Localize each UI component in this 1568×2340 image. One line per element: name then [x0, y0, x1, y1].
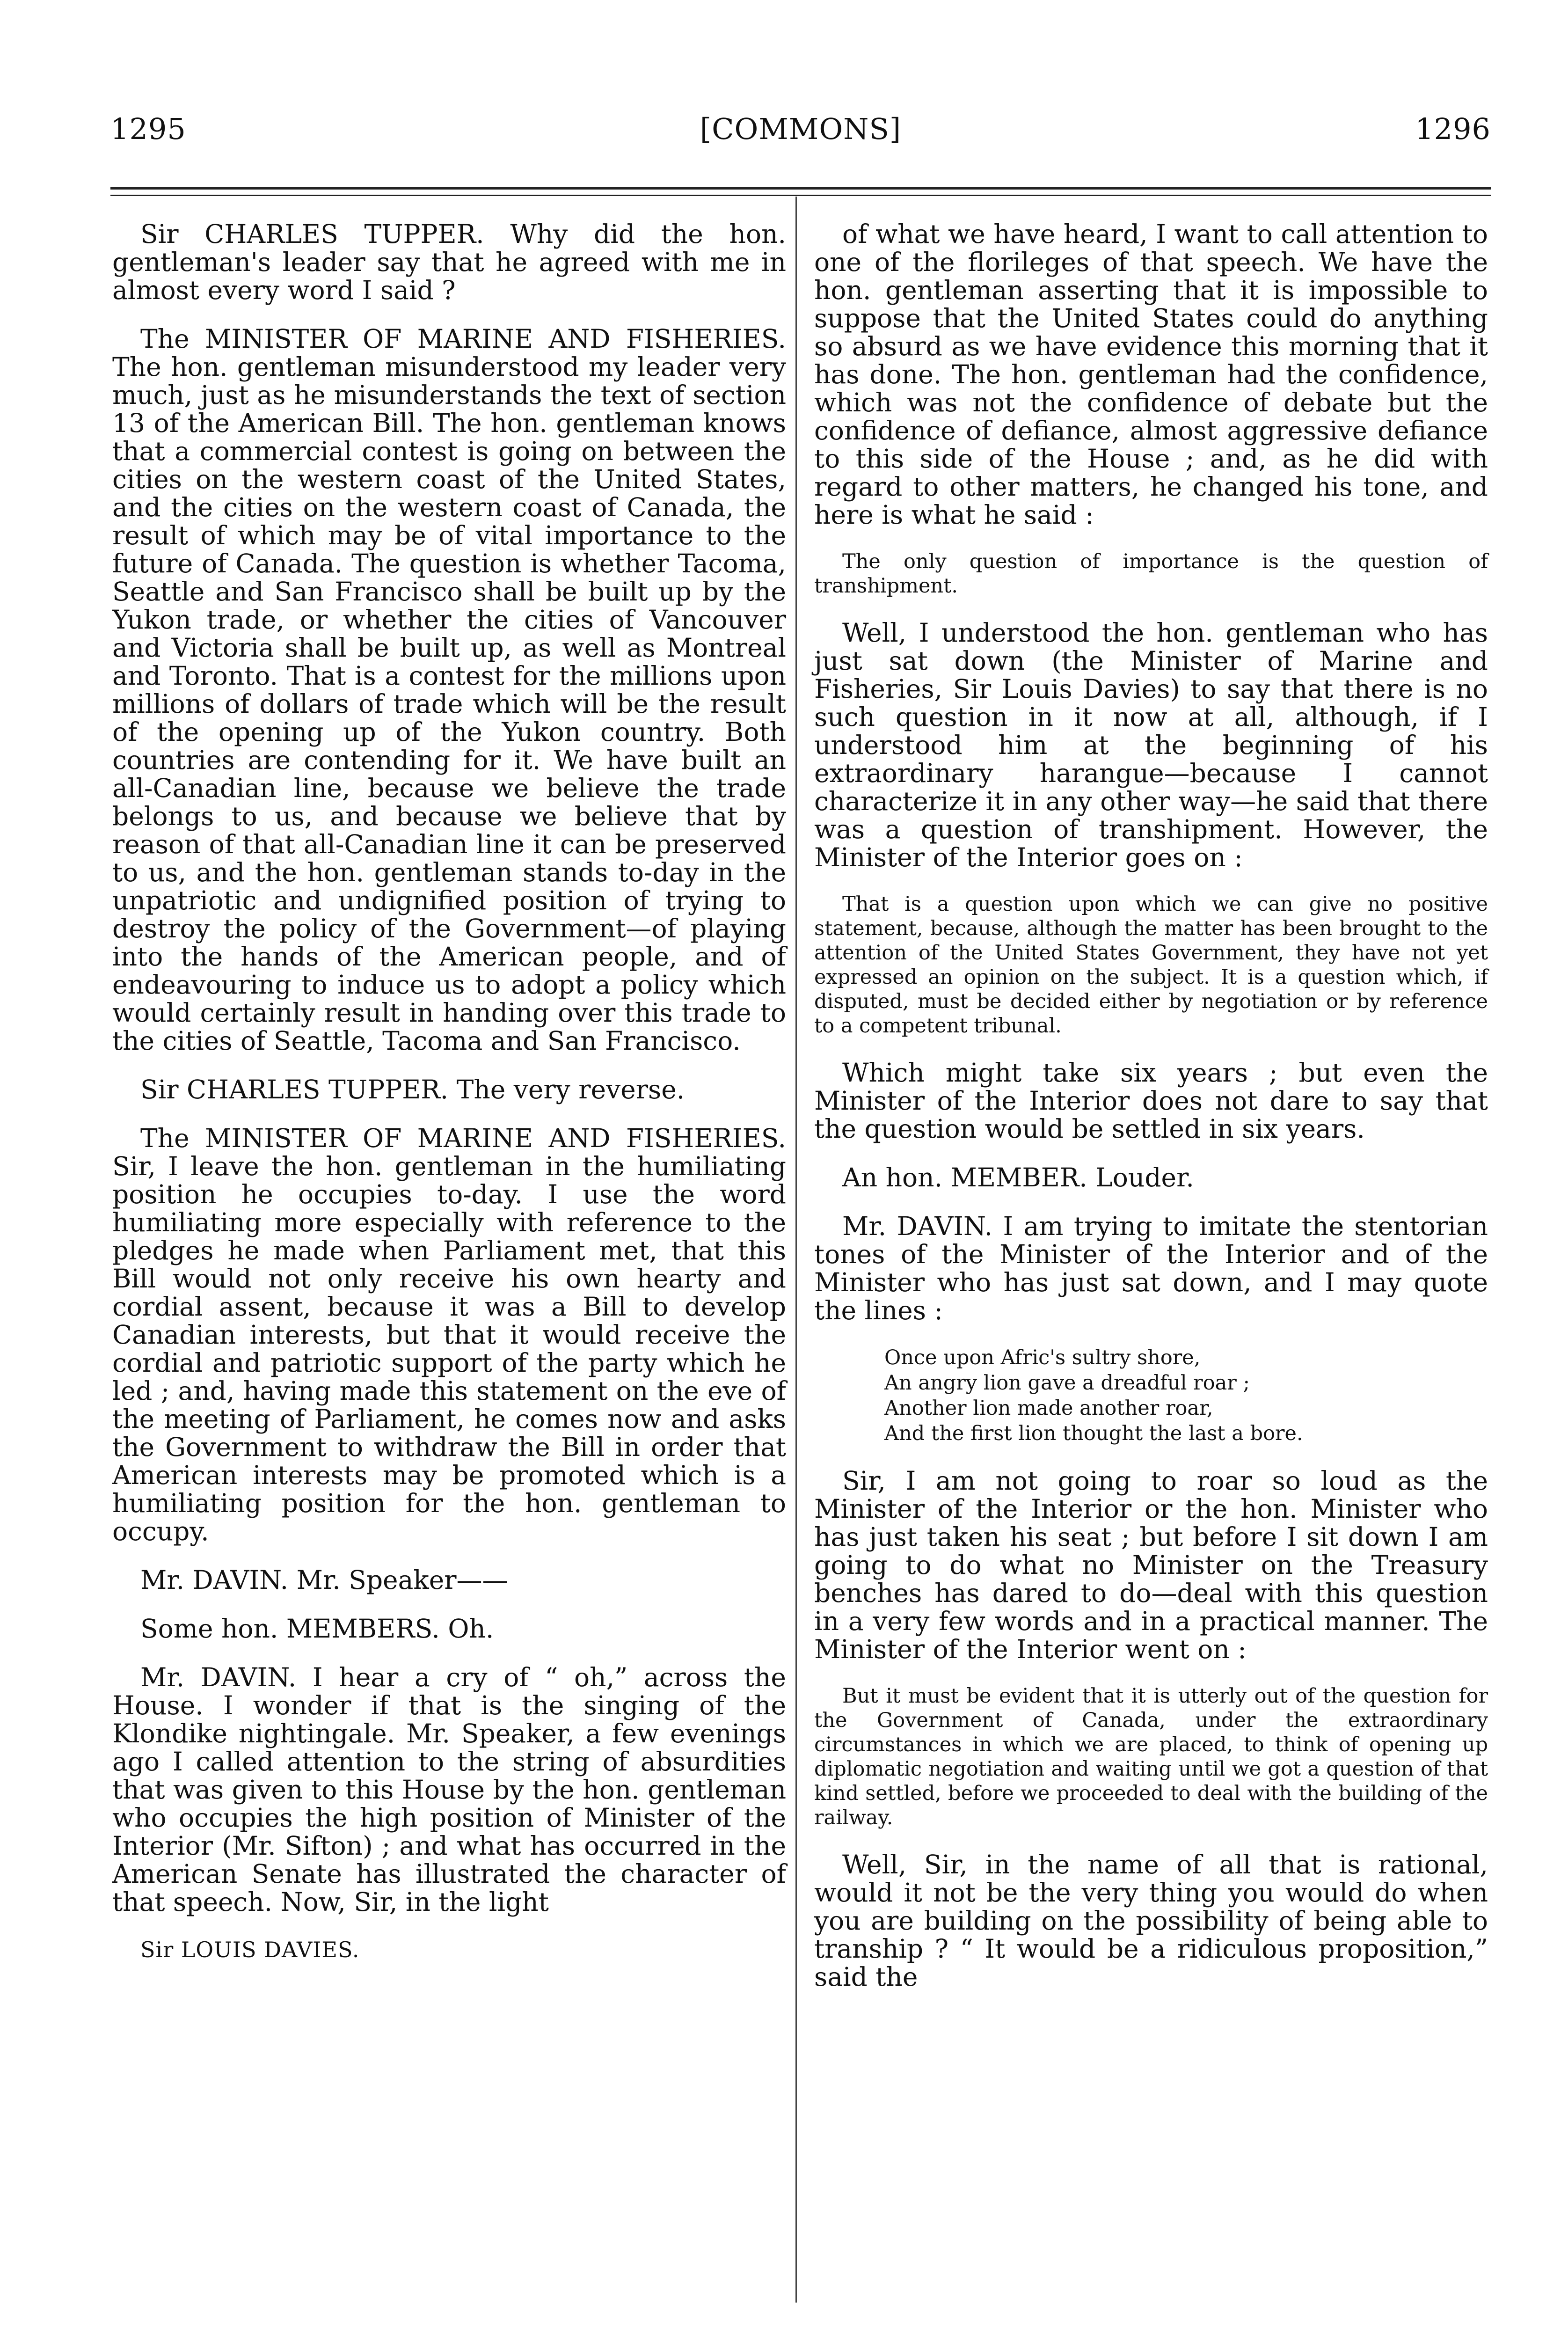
poem-line: Once upon Afric's sultry shore, — [884, 1346, 1201, 1369]
paragraph-six-years: Which might take six years ; but even the Minister of the Interior does not dare to say that the question would be settled in six years. — [814, 1058, 1488, 1144]
paragraph-not-roar: Sir, I am not going to roar so loud as the Minister of the Interior or the hon. Minister who has just taken his seat ; but before I sit down I am going to do what no Minister on the Treasury benches has dared to do—deal with this question in a very few words and in a practical manner. The Minister of the Interior went on : — [814, 1466, 1488, 1664]
paragraph-rational: Well, Sir, in the name of all that is rational, would it not be the very thing you would do when you are building on the possibility of being able to tranship ? “ It would be a ridiculous proposition,” said the — [814, 1850, 1488, 1992]
speech-member-louder: An hon. MEMBER. Louder. — [842, 1163, 1194, 1192]
speaker-signature: Sir LOUIS DAVIES. — [140, 1937, 360, 1962]
paragraph-davin-well: Well, I understood the hon. gentleman who has just sat down (the Minister of Marine and Fisheries, Sir Louis Davies) to say that there is no such question in it now at all, although, if I understood him at the beginning of his extraordinary harangue—because I cannot characterize it in any other way—he said that there was a question of transhipment. However, the Minister of the Interior goes on : — [814, 618, 1488, 872]
header-rule-top — [110, 187, 1491, 190]
speech-tupper-2: Sir CHARLES TUPPER. The very reverse. — [140, 1075, 685, 1104]
left-column — [112, 220, 786, 1963]
paragraph-continued: of what we have heard, I want to call attention to one of the florileges of that speech. We have the hon. gentleman asserting that it is impossible to suppose that the United States could do anything so absurd as we have evidence this morning that it has done. The hon. gentleman had the confidence, which was not the confidence of debate but the confidence of defiance, almost aggressive defiance to this side of the House ; and, as he did with regard to other matters, he changed his tone, and here is what he said : — [814, 219, 1488, 530]
speech-minister-marine-1: The MINISTER OF MARINE AND FISHERIES. The hon. gentleman misunderstood my leader very much, just as he misunderstands the text of section 13 of the American Bill. The hon. gentleman knows that a commercial contest is going on between the cities on the western coast of the United States, and the cities on the western coast of Canada, the result of which may be of vital importance to the future of Canada. The question is whether Tacoma, Seattle and San Francisco shall be built up by the Yukon trade, or whether the cities of Vancouver and Victoria shall be built up, as well as Montreal and Toronto. That is a contest for the millions upon millions of dollars of trade which will be the result of the opening up of the Yukon country. Both countries are contending for it. We have built an all-Canadian line, because we believe the trade belongs to us, and because we believe that by reason of that all-Canadian line it can be preserved to us, and the hon. gentleman stands to-day in the unpatriotic and undignified position of trying to destroy the policy of the Government—of playing into the hands of the American people, and of endeavouring to induce us to adopt a policy which would certainly result in handing over this trade to the cities of Seattle, Tacoma and San Francisco. — [112, 324, 786, 1056]
quote-utterly-out: But it must be evident that it is utterly out of the question for the Government of Canada, under the extraordinary circumstances in which we are placed, to think of opening up diplomatic negotiation and waiting until we got a question of that kind settled, before we proceeded to deal with the building of the railway. — [814, 1684, 1488, 1829]
column-divider — [795, 197, 797, 2303]
poem-line: An angry lion gave a dreadful roar ; — [884, 1371, 1250, 1395]
page-header — [110, 110, 1491, 148]
running-title: [COMMONS] — [700, 112, 902, 146]
speech-tupper-1: Sir CHARLES TUPPER. Why did the hon. gentleman's leader say that he agreed with me in almost every word I said ? — [112, 219, 786, 305]
speech-davin-2: Mr. DAVIN. I hear a cry of “ oh,” across the House. I wonder if that is the singing of the Klondike nightingale. Mr. Speaker, a few evenings ago I called attention to the string of absurdities that was given to this House by the hon. gentleman who occupies the high position of Minister of the Interior (Mr. Sifton) ; and what has occurred in the American Senate has illustrated the character of that speech. Now, Sir, in the light — [112, 1662, 786, 1917]
page-number-right: 1296 — [1415, 112, 1491, 146]
poem-line: And the first lion thought the last a bore. — [884, 1422, 1303, 1445]
speech-davin-1: Mr. DAVIN. Mr. Speaker—— — [140, 1565, 508, 1595]
right-column — [814, 220, 1488, 2011]
header-rule-bottom — [110, 195, 1491, 196]
quote-transhipment: The only question of importance is the question of transhipment. — [814, 550, 1488, 598]
quote-positive-statement: That is a question upon which we can give no positive statement, because, although the matter has been brought to the attention of the United States Government, they have not yet expressed an opinion on the subject. It is a question which, if disputed, must be decided either by negotiation or by reference to a competent tribunal. — [814, 892, 1488, 1038]
poem-line: Another lion made another roar, — [884, 1397, 1213, 1420]
speech-davin-stentorian: Mr. DAVIN. I am trying to imitate the stentorian tones of the Minister of the Interior and of the Minister who has just sat down, and I may quote the lines : — [814, 1211, 1488, 1325]
page-number-left: 1295 — [110, 112, 186, 146]
poem-quotation — [884, 1345, 1488, 1446]
speech-minister-marine-2: The MINISTER OF MARINE AND FISHERIES. Sir, I leave the hon. gentleman in the humiliating position he occupies to-day. I use the word humiliating more especially with reference to the pledges he made when Parliament met, that this Bill would not only receive his own hearty and cordial assent, because it was a Bill to develop Canadian interests, but that it would receive the cordial and patriotic support of the party which he led ; and, having made this statement on the eve of the meeting of Parliament, he comes now and asks the Government to withdraw the Bill in order that American interests may be promoted which is a humiliating position for the hon. gentleman to occupy. — [112, 1123, 786, 1546]
speech-members-interjection: Some hon. MEMBERS. Oh. — [140, 1614, 494, 1644]
